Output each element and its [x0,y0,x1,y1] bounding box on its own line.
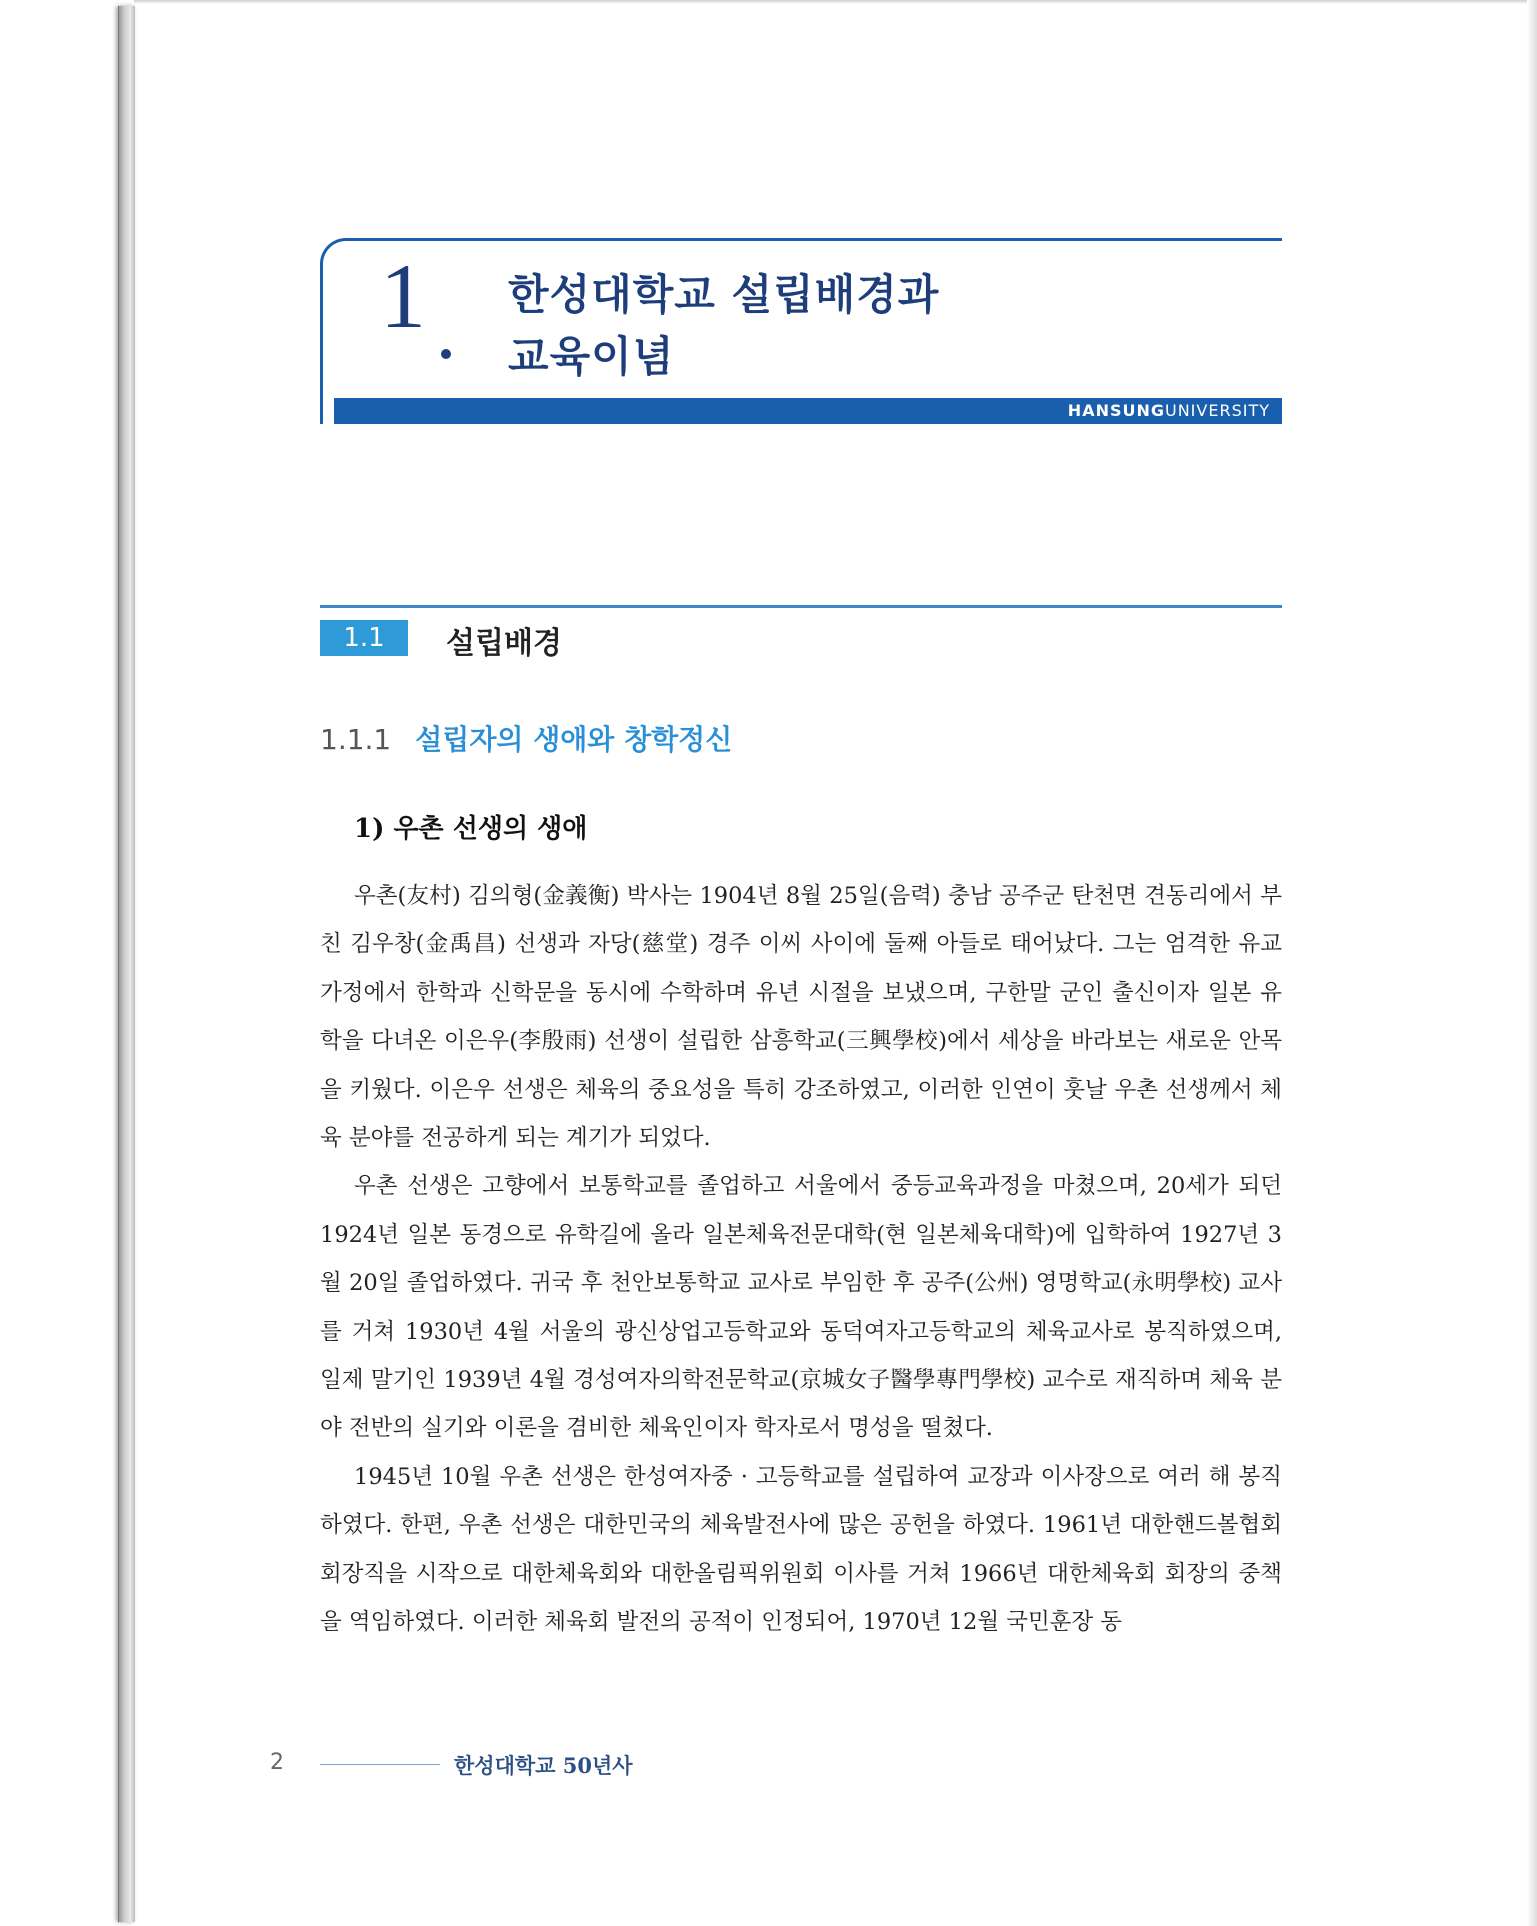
paragraph: 1945년 10월 우촌 선생은 한성여자중 · 고등학교를 설립하여 교장과 이사장으로 여러 해 봉직하였다. 한편, 우촌 선생은 대한민국의 체육발전사에 많은 공헌을 하였다. 1961년 대한핸드볼협회 회장직을 시작으로 대한체육회와 대한올림픽위원회 이사를 거쳐 1966년 대한체육회 회장의 중책을 역임하였다. 이러한 체육회 발전의 공적이 인정되어, 1970년 12월 국민훈장 동 [320,1463,1282,1636]
footer-book-title: 한성대학교 50년사 [454,1753,633,1778]
paragraph: 우촌 선생은 고향에서 보통학교를 졸업하고 서울에서 중등교육과정을 마쳤으며, 20세가 되던 1924년 일본 동경으로 유학길에 올라 일본체육전문대학(현 일본체육대학)에 입학하여 1927년 3월 20일 졸업하였다. 귀국 후 천안보통학교 교사로 부임한 후 공주(公州) 영명학교(永明學校) 교사를 거쳐 1930년 4월 서울의 광신상업고등학교와 동덕여자고등학교의 체육교사로 봉직하였으며, 일제 말기인 1939년 4월 경성여자의학전문학교(京城女子醫學專門學校) 교수로 재직하며 체육 분야 전반의 실기와 이론을 겸비한 체육인이자 학자로서 명성을 떨쳤다. [320,1173,1282,1442]
chapter-title [508,264,939,388]
body-text [320,872,1282,1647]
subsubsection-heading: 1) 우촌 선생의 생애 [354,814,588,844]
page-edge-shadow [1527,0,1537,1926]
book-spine [118,6,135,1922]
subsection-title: 설립자의 생애와 창학정신 [415,723,733,756]
chapter-brand-bar [334,398,1282,424]
chapter-number-dot [441,349,451,359]
brand-light: UNIVERSITY [1165,401,1270,420]
chapter-number: 1 [380,245,426,347]
section-title: 설립배경 [446,626,562,661]
footer-rule [320,1764,440,1765]
section-number-badge: 1.1 [320,620,408,656]
chapter-title-line1: 한성대학교 설립배경과 [508,270,940,319]
subsection-number: 1.1.1 [320,723,392,756]
subsection-heading [320,718,732,758]
section-divider [320,605,1282,608]
brand-bold: HANSUNG [1067,401,1165,420]
paragraph: 우촌(友村) 김의형(金義衡) 박사는 1904년 8월 25일(음력) 충남 공주군 탄천면 견동리에서 부친 김우창(金禹昌) 선생과 자당(慈堂) 경주 이씨 사이에 둘째 아들로 태어났다. 그는 엄격한 유교 가정에서 한학과 신학문을 동시에 수학하며 유년 시절을 보냈으며, 구한말 군인 출신이자 일본 유학을 다녀온 이은우(李殷雨) 선생이 설립한 삼흥학교(三興學校)에서 세상을 바라보는 새로운 안목을 키웠다. 이은우 선생은 체육의 중요성을 특히 강조하였고, 이러한 인연이 훗날 우촌 선생께서 체육 분야를 전공하게 되는 계기가 되었다. [320,883,1282,1152]
page-top-shadow [134,0,1527,4]
brand-text [1068,401,1270,420]
chapter-title-line2: 교육이념 [508,332,675,381]
page-number: 2 [270,1750,284,1775]
